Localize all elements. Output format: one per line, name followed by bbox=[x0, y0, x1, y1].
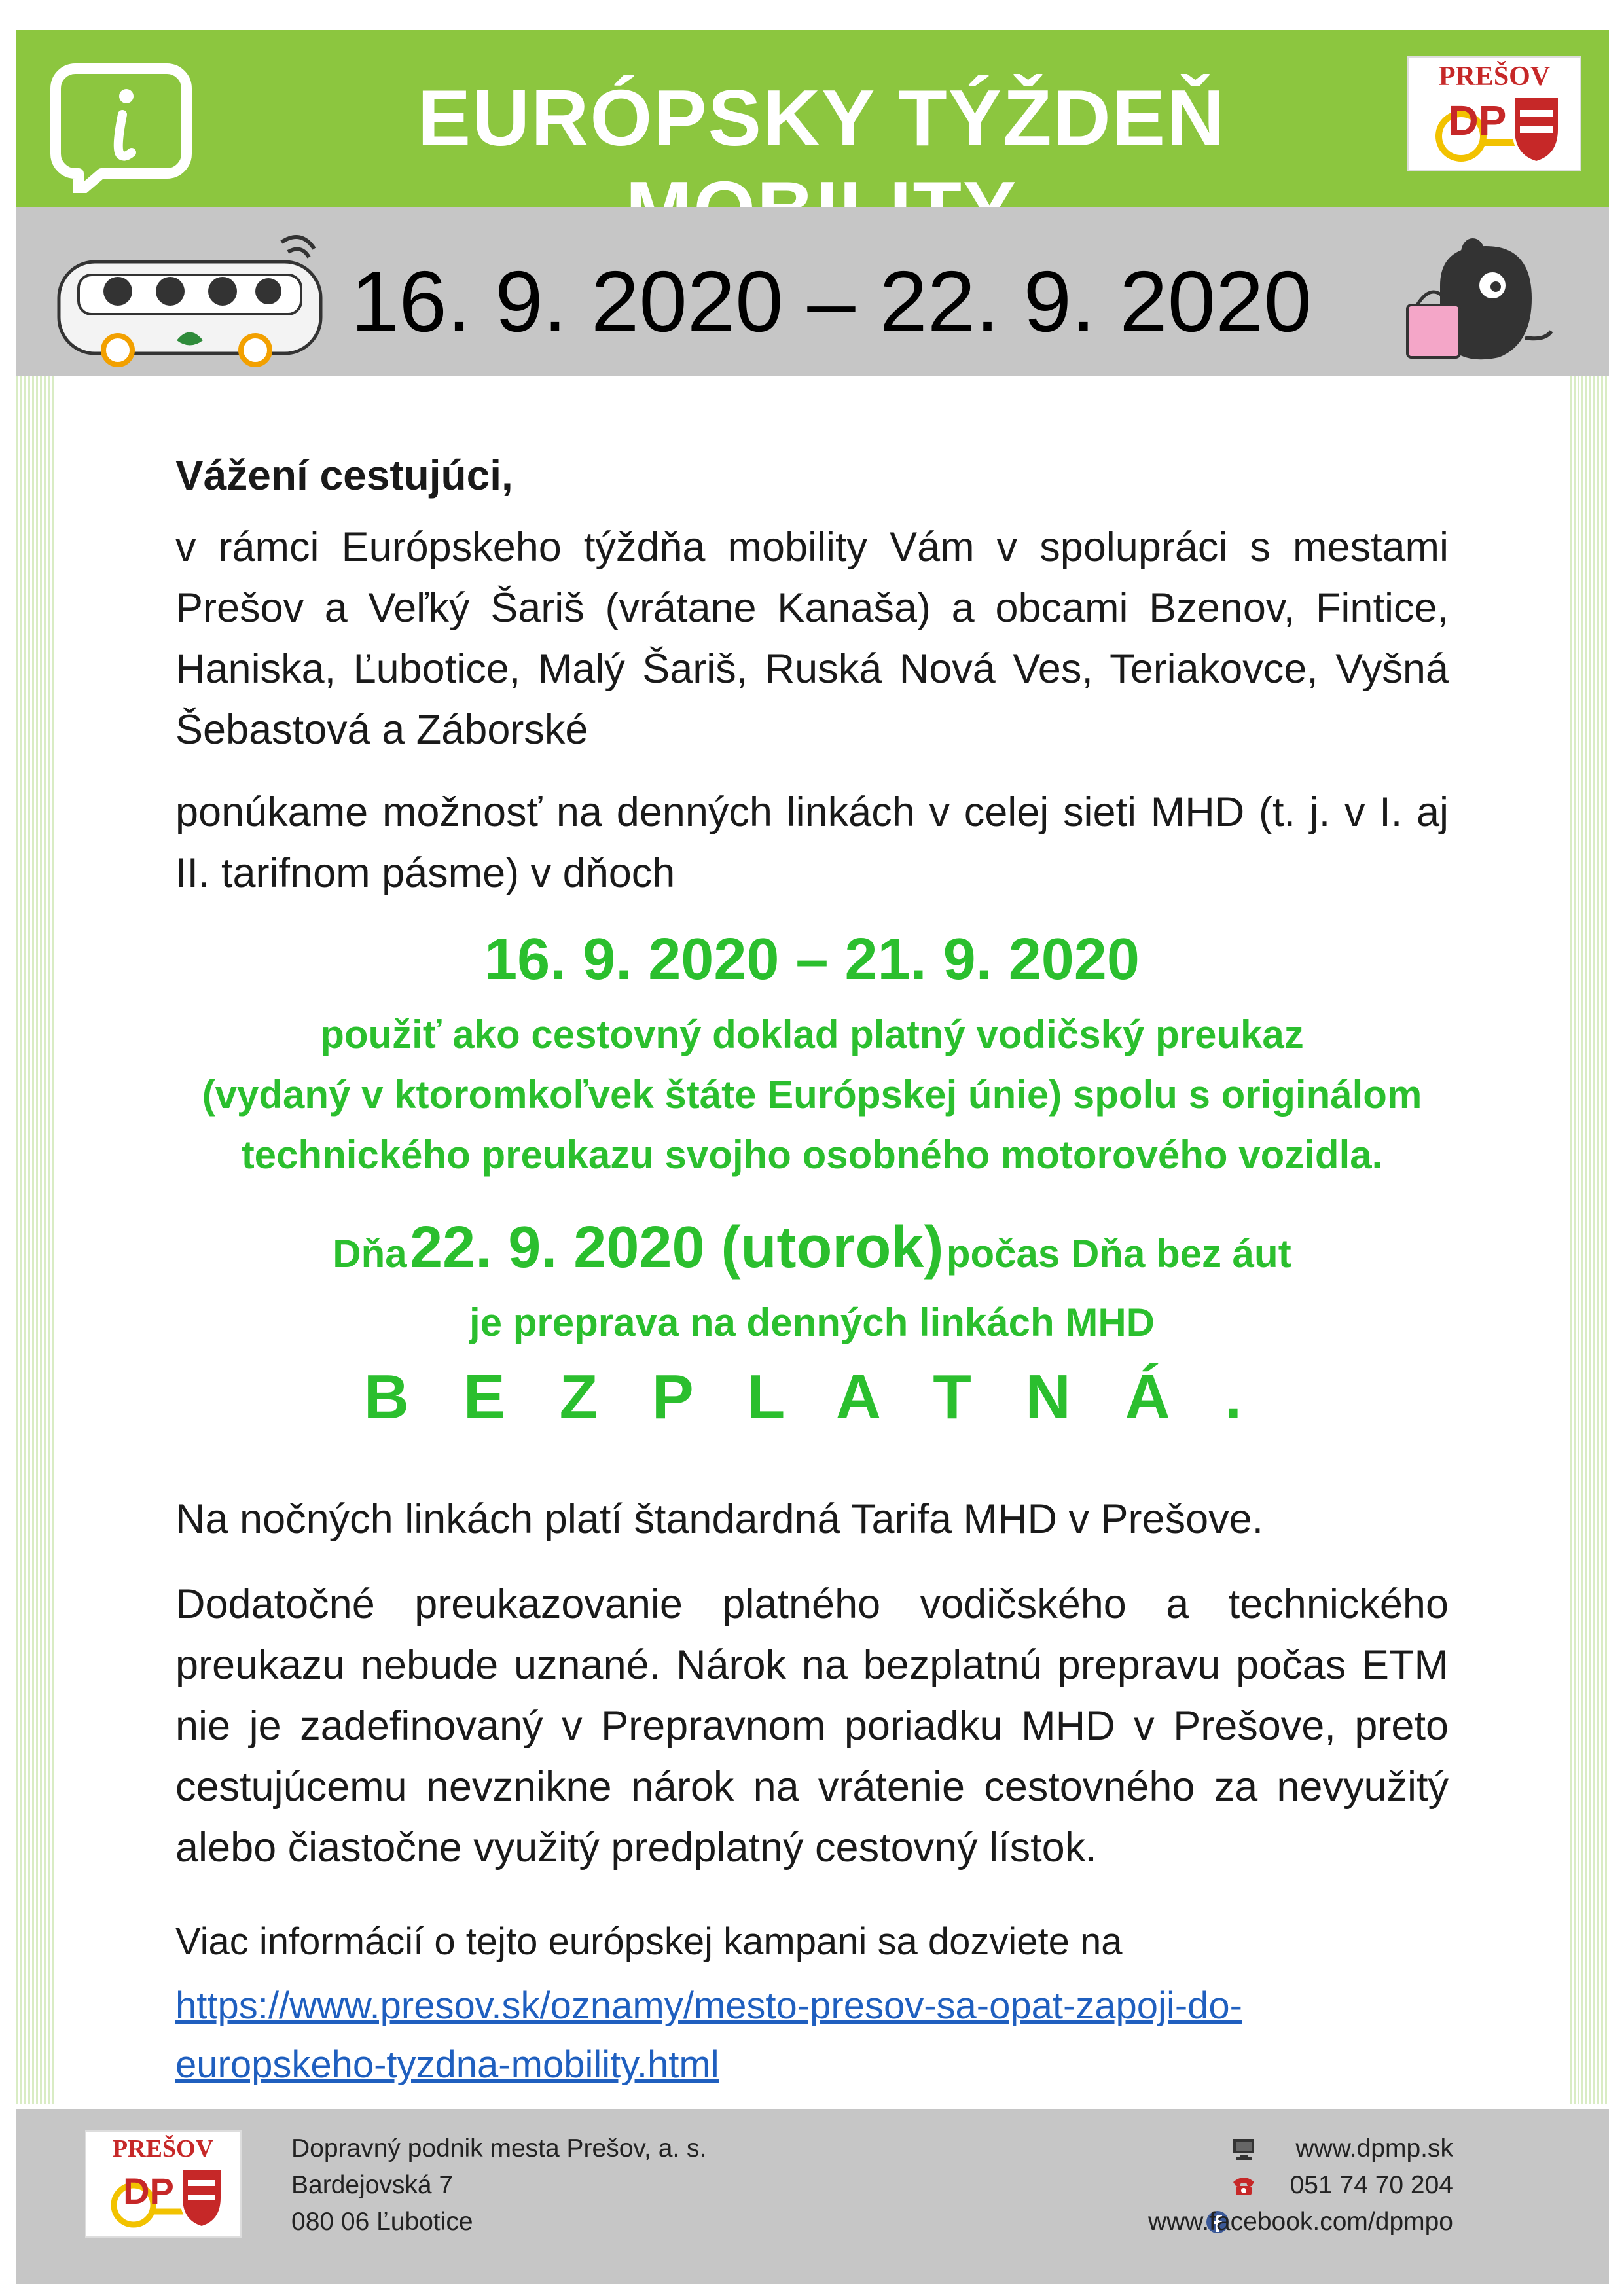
footer-logo-text: PREŠOV bbox=[112, 2135, 214, 2162]
info-speech-bubble-icon bbox=[49, 56, 193, 193]
left-decorative-stripe bbox=[16, 376, 56, 2104]
presov-dp-logo bbox=[1407, 56, 1581, 171]
greeting: Vážení cestujúci, bbox=[175, 452, 513, 499]
offer-line-2: (vydaný v ktoromkoľvek štáte Európskej únie) spolu s originálom bbox=[202, 1073, 1422, 1117]
free-word: B E Z P L A T N Á . bbox=[363, 1362, 1261, 1432]
company-contacts bbox=[1147, 2130, 1453, 2240]
contact-web-row[interactable] bbox=[1231, 2130, 1453, 2167]
offer-line-1: použiť ako cestovný doklad platný vodičský preukaz bbox=[320, 1013, 1304, 1056]
contact-web[interactable]: www.dpmp.sk bbox=[1295, 2134, 1453, 2162]
contact-phone-row[interactable] bbox=[1231, 2167, 1453, 2204]
offer-dates: 16. 9. 2020 – 21. 9. 2020 bbox=[484, 927, 1140, 992]
offer-paragraph: ponúkame možnosť na denných linkách v celej sieti MHD (t. j. v I. aj II. tarifnom pásme) v dňoch bbox=[175, 789, 1449, 896]
page-title: EURÓPSKY TÝŽDEŇ bbox=[417, 73, 1226, 162]
monitor-icon bbox=[1231, 2136, 1257, 2161]
contact-facebook-row[interactable] bbox=[1147, 2204, 1453, 2240]
footer-logo-abbr: DP bbox=[123, 2170, 174, 2212]
company-city: 080 06 Ľubotice bbox=[291, 2208, 473, 2236]
free-day-prefix: Dňa bbox=[333, 1232, 407, 1276]
company-street: Bardejovská 7 bbox=[291, 2171, 454, 2199]
campaign-link[interactable] bbox=[175, 1977, 1449, 2094]
logo-abbr: DP bbox=[1448, 97, 1507, 144]
company-address bbox=[291, 2130, 706, 2240]
bus-illustration-icon bbox=[52, 216, 334, 373]
free-day-date: 22. 9. 2020 (utorok) bbox=[410, 1215, 944, 1280]
intro-paragraph: v rámci Európskeho týždňa mobility Vám v spolupráci s mestami Prešov a Veľký Šariš (vrátane Kanaša) a obcami Bzenov, Fintice, Haniska, Ľubotice, Malý Šariš, Ruská Nová Ves, Teriakovce, Vyšná Šebastová a Záborské bbox=[175, 524, 1449, 753]
telephone-icon bbox=[1231, 2173, 1257, 2198]
footer-presov-dp-logo bbox=[85, 2130, 242, 2238]
offer-line-3: technického preukazu svojho osobného motorového vozidla. bbox=[241, 1133, 1383, 1177]
logo-text: PREŠOV bbox=[1438, 62, 1551, 92]
free-day-suffix: počas Dňa bez áut bbox=[946, 1232, 1291, 1276]
contact-facebook[interactable]: www.facebook.com/dpmpo bbox=[1147, 2208, 1453, 2236]
conditions-paragraph: Dodatočné preukazovanie platného vodičského a technického preukazu nebude uznané. Nárok na bezplatnú prepravu počas ETM nie je zadefinovaný v Prepravnom poriadku MHD v Prešove, preto cestujúcemu nevznikne nárok na vrátenie cestovného za nevyužitý alebo čiastočne využitý predplatný cestovný lístok. bbox=[175, 1581, 1449, 1871]
company-name: Dopravný podnik mesta Prešov, a. s. bbox=[291, 2134, 707, 2162]
contact-phone[interactable]: 051 74 70 204 bbox=[1290, 2171, 1453, 2199]
free-day-line bbox=[175, 1214, 1449, 1284]
more-info-text: Viac informácií o tejto európskej kampani sa dozviete na bbox=[175, 1920, 1123, 1963]
date-range: 16. 9. 2020 – 22. 9. 2020 bbox=[351, 253, 1312, 350]
right-decorative-stripe bbox=[1570, 376, 1609, 2104]
campaign-link-line-2[interactable]: europskeho-tyzdna-mobility.html bbox=[175, 2043, 719, 2086]
free-day-line-2: je preprava na denných linkách MHD bbox=[469, 1300, 1155, 1344]
campaign-link-line-1[interactable]: https://www.presov.sk/oznamy/mesto-presov-sa-opat-zapoji-do- bbox=[175, 1984, 1242, 2027]
walking-character-icon bbox=[1381, 213, 1564, 370]
night-lines-note: Na nočných linkách platí štandardná Tarifa MHD v Prešove. bbox=[175, 1496, 1264, 1542]
